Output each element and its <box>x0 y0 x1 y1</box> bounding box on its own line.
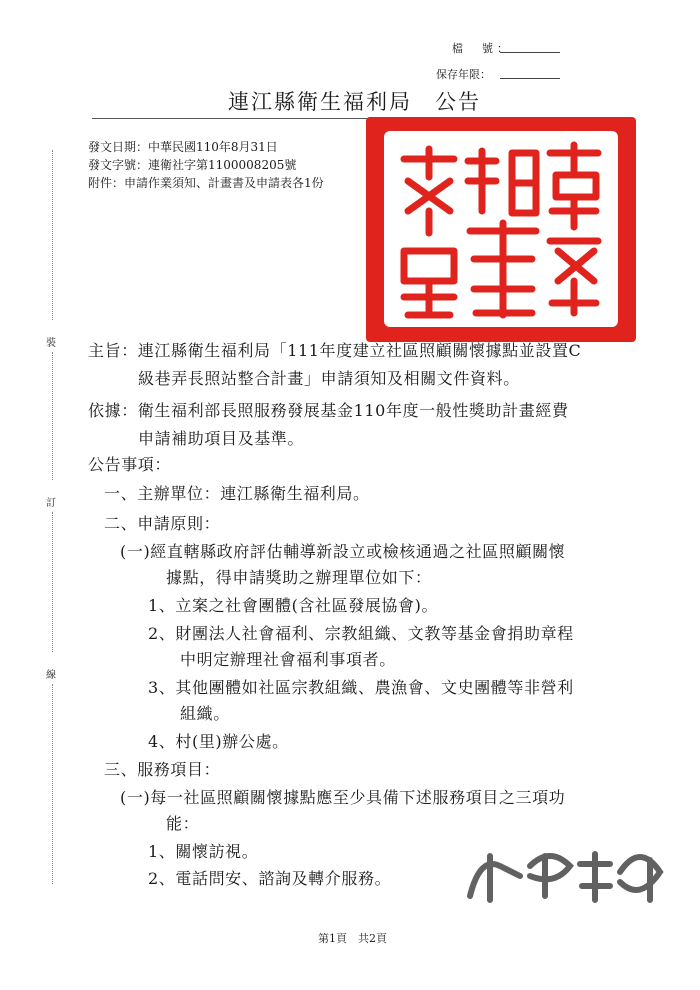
retention-period-label: 保存年限： <box>436 68 491 81</box>
binding-dotted-line <box>52 150 53 320</box>
retention-period-field <box>500 78 560 79</box>
binding-dotted-line <box>52 512 53 652</box>
services-1-line-2: 能： <box>166 814 200 833</box>
basis-line-2: 申請補助項目及基準。 <box>138 429 305 448</box>
seal-glyphs-icon <box>384 131 618 327</box>
binding-dotted-line <box>52 684 53 884</box>
official-seal <box>366 117 636 342</box>
list-item-continued: 中明定辦理社會福利事項者。 <box>180 650 396 669</box>
list-item: 1、立案之社會團體(含社區發展協會)。 <box>148 596 439 615</box>
list-item: 2、電話問安、諮詢及轉介服務。 <box>148 869 392 888</box>
binding-dotted-line <box>52 352 53 480</box>
item-principles: 二、申請原則： <box>104 514 221 533</box>
item-organizer: 一、主辦單位：連江縣衛生福利局。 <box>104 484 370 503</box>
document-number: 發文字號：連衛社字第1100008205號 <box>88 158 297 172</box>
binding-mark-line: 線 <box>46 670 56 681</box>
document-title: 連江縣衛生福利局 公告 <box>228 90 481 114</box>
file-number-label: 檔 號： <box>452 42 512 55</box>
director-signature <box>460 836 680 916</box>
list-item-continued: 組織。 <box>180 704 230 723</box>
principle-1-line-2: 據點，得申請獎助之辦理單位如下： <box>166 568 432 587</box>
issue-date: 發文日期：中華民國110年8月31日 <box>88 140 278 154</box>
attachment-note: 附件：申請作業須知、計畫書及申請表各1份 <box>88 176 324 190</box>
principle-1-line-1: (一)經直轄縣政府評估輔導新設立或檢核通過之社區照顧關懷 <box>120 542 566 561</box>
subject-line-2: 級巷弄長照站整合計畫」申請須知及相關文件資料。 <box>138 369 520 388</box>
file-number-field <box>500 52 560 53</box>
binding-mark-staple: 訂 <box>46 498 56 509</box>
list-item: 4、村(里)辦公處。 <box>148 732 289 751</box>
list-item: 1、關懷訪視。 <box>148 842 259 861</box>
list-item: 2、財團法人社會福利、宗教組織、文教等基金會捐助章程 <box>148 624 574 643</box>
services-1-line-1: (一)每一社區照顧關懷據點應至少具備下述服務項目之三項功 <box>120 788 566 807</box>
subject-line-1: 主旨：連江縣衛生福利局「111年度建立社區照顧關懷據點並設置C <box>88 341 582 360</box>
page-number: 第1頁 共2頁 <box>318 932 387 945</box>
item-services: 三、服務項目： <box>104 760 221 779</box>
list-item: 3、其他團體如社區宗教組織、農漁會、文史團體等非營利 <box>148 678 574 697</box>
notice-heading: 公告事項： <box>88 455 172 474</box>
binding-mark-bind: 裝 <box>46 338 56 349</box>
basis-line-1: 依據：衛生福利部長照服務發展基金110年度一般性獎助計畫經費 <box>88 401 569 420</box>
